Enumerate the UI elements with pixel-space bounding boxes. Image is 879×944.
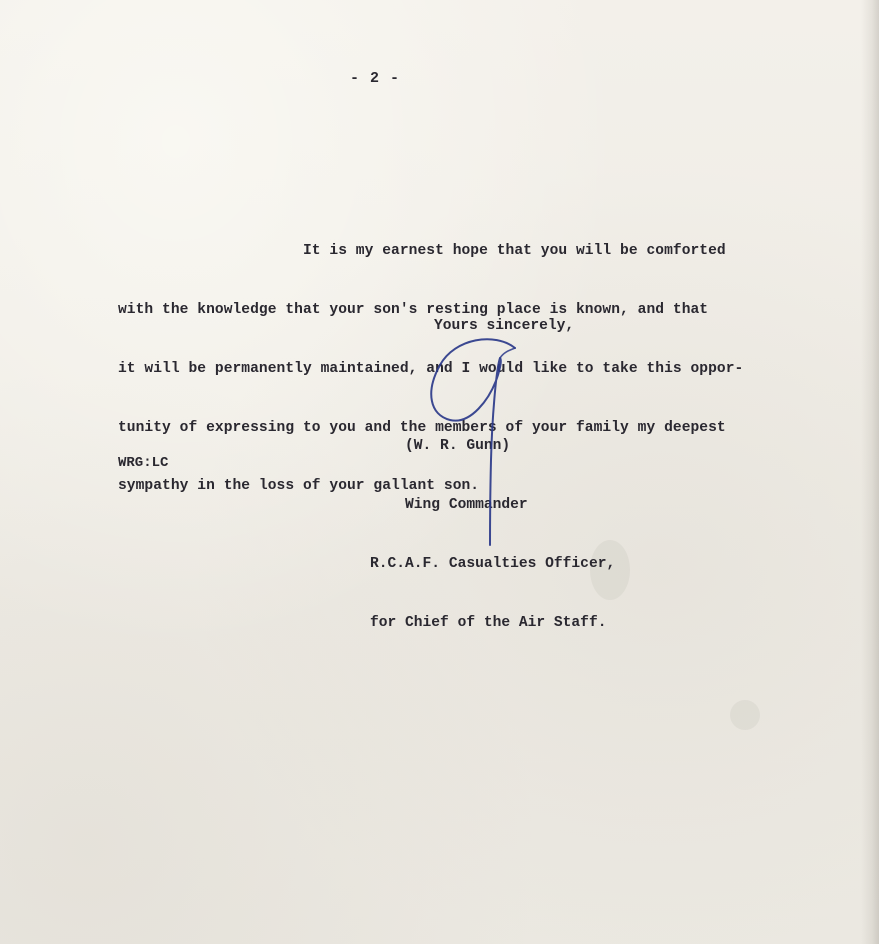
closing-salutation: Yours sincerely, — [434, 318, 575, 334]
body-line: it will be permanently maintained, and I would like to take this oppor- — [118, 360, 744, 377]
body-line: It is my earnest hope that you will be comforted — [118, 243, 726, 260]
signatory-role: R.C.A.F. Casualties Officer, — [370, 555, 616, 572]
paper-edge-shadow — [861, 0, 879, 944]
body-line: with the knowledge that your son's resting place is known, and that — [118, 301, 709, 318]
page-number: - 2 - — [349, 70, 400, 87]
signatory-for: for Chief of the Air Staff. — [370, 614, 607, 631]
paper-stain — [730, 700, 760, 730]
reference-initials: WRG:LC — [118, 455, 169, 471]
signatory-title: Wing Commander — [370, 496, 528, 513]
body-line: sympathy in the loss of your gallant son. — [118, 478, 480, 495]
handwritten-signature — [420, 330, 530, 550]
signatory-name: (W. R. Gunn) — [370, 438, 511, 455]
body-line: tunity of expressing to you and the members of your family my deepest — [118, 419, 726, 436]
